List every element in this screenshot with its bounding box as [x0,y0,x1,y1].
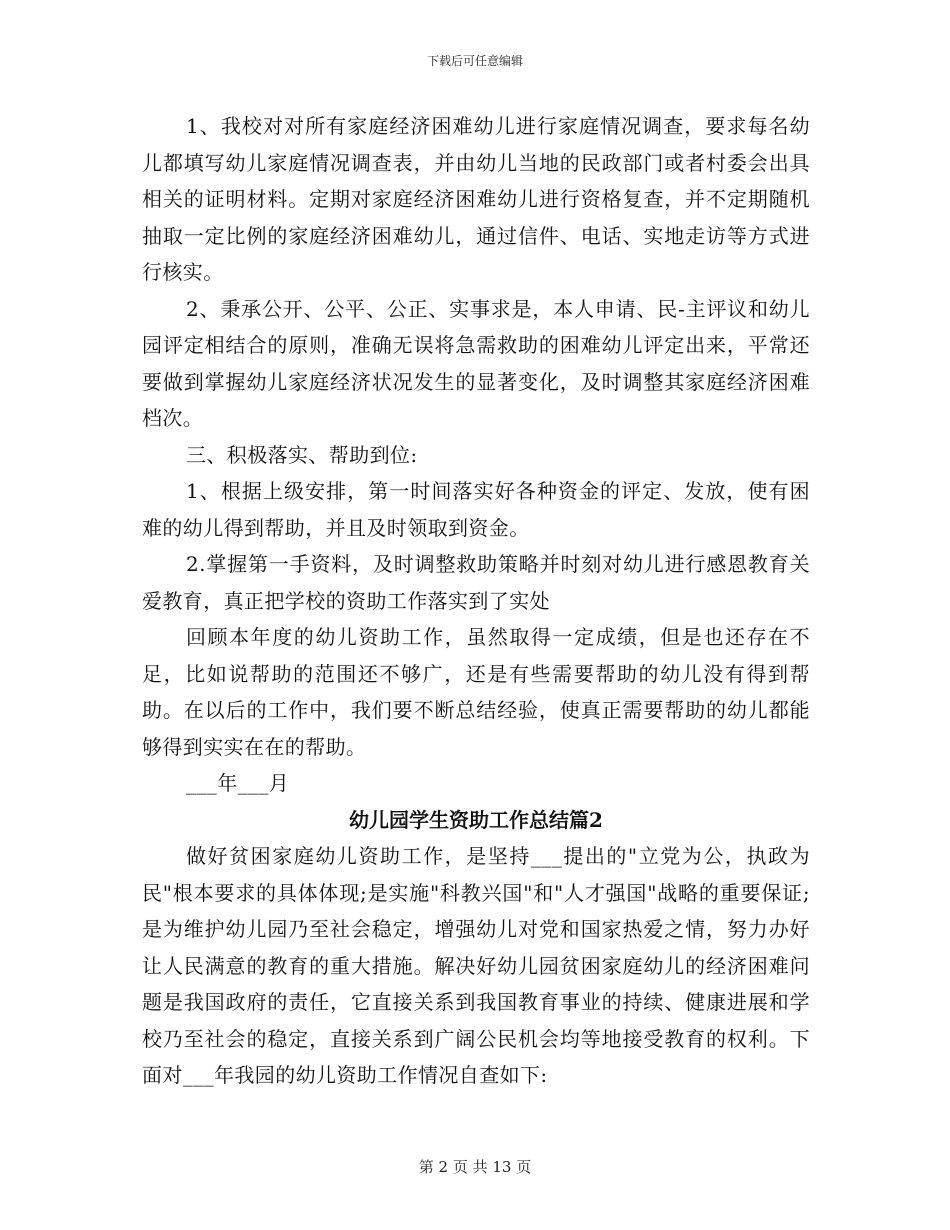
paragraph-4: 1、根据上级安排，第一时间落实好各种资金的评定、发放，使有困难的幼儿得到帮助，并且及时领取到资金。 [142,479,810,540]
date-line: ___年___月 [186,771,290,795]
paragraph-5: 2.掌握第一手资料，及时调整救助策略并时刻对幼儿进行感恩教育关爱教育，真正把学校的资助工作落实到了实处 [142,552,810,613]
page-header: 下载后可任意编辑 [426,54,523,68]
document-body [142,108,810,1094]
page-footer: 第 2 页 共 13 页 [418,1158,532,1176]
paragraph-6: 回顾本年度的幼儿资助工作，虽然取得一定成绩，但是也还存在不足，比如说帮助的范围还不够广，还是有些需要帮助的幼儿没有得到帮助。在以后的工作中，我们要不断总结经验，使真正需要帮助的幼儿都能够得到实实在在的帮助。 [142,625,810,759]
paragraph-3: 三、积极落实、帮助到位: [186,442,418,467]
section-paragraph: 做好贫困家庭幼儿资助工作，是坚持___提出的"立党为公，执政为民"根本要求的具体体现;是实施"科教兴国"和"人才强国"战略的重要保证;是为维护幼儿园乃至社会稳定，增强幼儿对党和国家热爱之情，努力办好让人民满意的教育的重大措施。解决好幼儿园贫困家庭幼儿的经济困难问题是我国政府的责任，它直接关系到我国教育事业的持续、健康进展和学校乃至社会的稳定，直接关系到广阔公民机会均等地接受教育的权利。下面对___年我园的幼儿资助工作情况自查如下: [142,844,810,1087]
paragraph-2: 2、秉承公开、公平、公正、实事求是，本人申请、民-主评议和幼儿园评定相结合的原则，准确无误将急需救助的困难幼儿评定出来，平常还要做到掌握幼儿家庭经济状况发生的显著变化，及时调整其家庭经济困难档次。 [142,296,810,430]
paragraph-1: 1、我校对对所有家庭经济困难幼儿进行家庭情况调查，要求每名幼儿都填写幼儿家庭情况调查表，并由幼儿当地的民政部门或者村委会出具相关的证明材料。定期对家庭经济困难幼儿进行资格复查，并不定期随机抽取一定比例的家庭经济困难幼儿，通过信件、电话、实地走访等方式进行核实。 [142,114,810,284]
section-title: 幼儿园学生资助工作总结篇2 [349,807,603,832]
